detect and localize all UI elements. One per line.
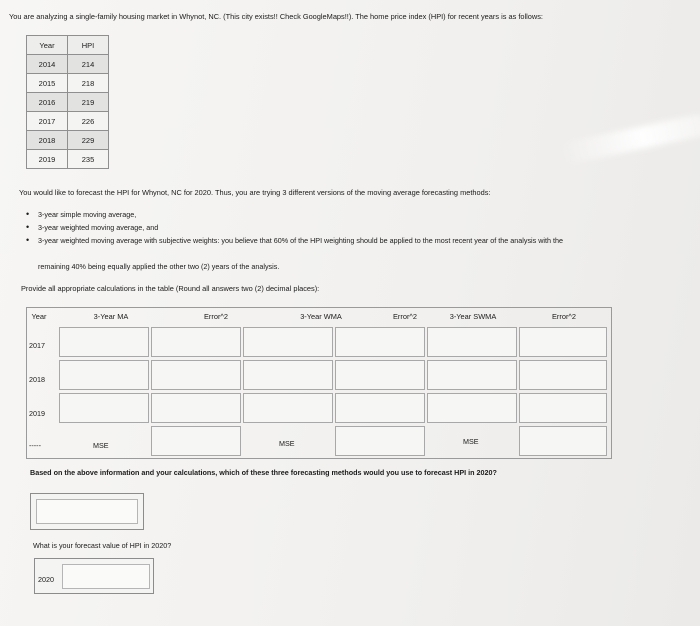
hpi-table	[26, 35, 109, 169]
swma-2018-input[interactable]	[427, 360, 517, 390]
intro-text: You are analyzing a single-family housing market in Whynot, NC. (This city exists!! Check GoogleMaps!!). The home price index (HPI) for recent years is as follows:	[9, 12, 543, 21]
mse-ma-input[interactable]	[151, 426, 241, 456]
swma-2017-input[interactable]	[427, 327, 517, 357]
wma-2019-input[interactable]	[243, 393, 333, 423]
table-row	[27, 150, 109, 169]
calculation-table	[26, 307, 612, 459]
hpi-cell: 229	[68, 131, 109, 150]
year-cell: 2019	[27, 150, 68, 169]
row-year-label: 2018	[29, 375, 45, 384]
question-forecast-text: What is your forecast value of HPI in 2020?	[33, 541, 172, 550]
ma-2018-input[interactable]	[59, 360, 149, 390]
ma-error-2019-input[interactable]	[151, 393, 241, 423]
light-glare	[559, 113, 700, 166]
ma-2019-input[interactable]	[59, 393, 149, 423]
wma-error-2019-input[interactable]	[335, 393, 425, 423]
header-year: Year	[27, 36, 68, 55]
swma-error-2017-input[interactable]	[519, 327, 607, 357]
header-year: Year	[31, 312, 47, 321]
ma-error-2018-input[interactable]	[151, 360, 241, 390]
hpi-cell: 219	[68, 93, 109, 112]
swma-error-2019-input[interactable]	[519, 393, 607, 423]
hpi-cell: 218	[68, 74, 109, 93]
table-header-row	[27, 36, 109, 55]
table-row	[27, 74, 109, 93]
year-cell: 2017	[27, 112, 68, 131]
year-cell: 2016	[27, 93, 68, 112]
hpi-cell: 235	[68, 150, 109, 169]
method-answer-box	[30, 493, 144, 530]
header-3yr-swma: 3-Year SWMA	[449, 312, 497, 321]
question-method-text: Based on the above information and your calculations, which of these three forecasting methods would you use to forecast HPI in 2020?	[30, 468, 497, 477]
forecast-year-label: 2020	[38, 575, 54, 584]
swma-2019-input[interactable]	[427, 393, 517, 423]
mse-wma-input[interactable]	[335, 426, 425, 456]
hpi-cell: 226	[68, 112, 109, 131]
header-error-sq-wma: Error^2	[392, 312, 417, 321]
header-3yr-ma: 3-Year MA	[93, 312, 129, 321]
year-cell: 2018	[27, 131, 68, 150]
wma-error-2017-input[interactable]	[335, 327, 425, 357]
ma-2017-input[interactable]	[59, 327, 149, 357]
mse-swma-input[interactable]	[519, 426, 607, 456]
table-row	[27, 131, 109, 150]
year-cell: 2014	[27, 55, 68, 74]
methods-continuation-text: remaining 40% being equally applied the other two (2) years of the analysis.	[38, 262, 280, 271]
mse-label-swma: MSE	[463, 437, 479, 446]
header-hpi: HPI	[68, 36, 109, 55]
wma-2017-input[interactable]	[243, 327, 333, 357]
header-error-sq-swma: Error^2	[551, 312, 576, 321]
row-year-label: 2019	[29, 409, 45, 418]
hpi-cell: 214	[68, 55, 109, 74]
mse-label-ma: MSE	[93, 441, 109, 450]
header-3yr-wma: 3-Year WMA	[300, 312, 342, 321]
header-error-sq-ma: Error^2	[203, 312, 228, 321]
mse-row-label: -----	[29, 441, 41, 450]
wma-2018-input[interactable]	[243, 360, 333, 390]
row-year-label: 2017	[29, 341, 45, 350]
wma-error-2018-input[interactable]	[335, 360, 425, 390]
table-row	[27, 112, 109, 131]
table-row	[27, 55, 109, 74]
forecast-answer-box	[34, 558, 154, 594]
forecast-value-input[interactable]	[62, 564, 150, 589]
methods-list	[24, 209, 563, 248]
list-item: • 3-year weighted moving average, and	[24, 222, 563, 233]
instructions-text: Provide all appropriate calculations in the table (Round all answers two (2) decimal places):	[21, 284, 320, 293]
swma-error-2018-input[interactable]	[519, 360, 607, 390]
ma-error-2017-input[interactable]	[151, 327, 241, 357]
mse-label-wma: MSE	[279, 439, 295, 448]
method-answer-input[interactable]	[36, 499, 138, 524]
list-item: • 3-year weighted moving average with subjective weights: you believe that 60% of the HPI weighting should be applied to the most recent year of the analysis with the	[24, 235, 563, 246]
table-row	[27, 93, 109, 112]
year-cell: 2015	[27, 74, 68, 93]
list-item: • 3-year simple moving average,	[24, 209, 563, 220]
forecast-intro-text: You would like to forecast the HPI for Whynot, NC for 2020. Thus, you are trying 3 different versions of the moving average forecasting methods:	[19, 188, 491, 197]
